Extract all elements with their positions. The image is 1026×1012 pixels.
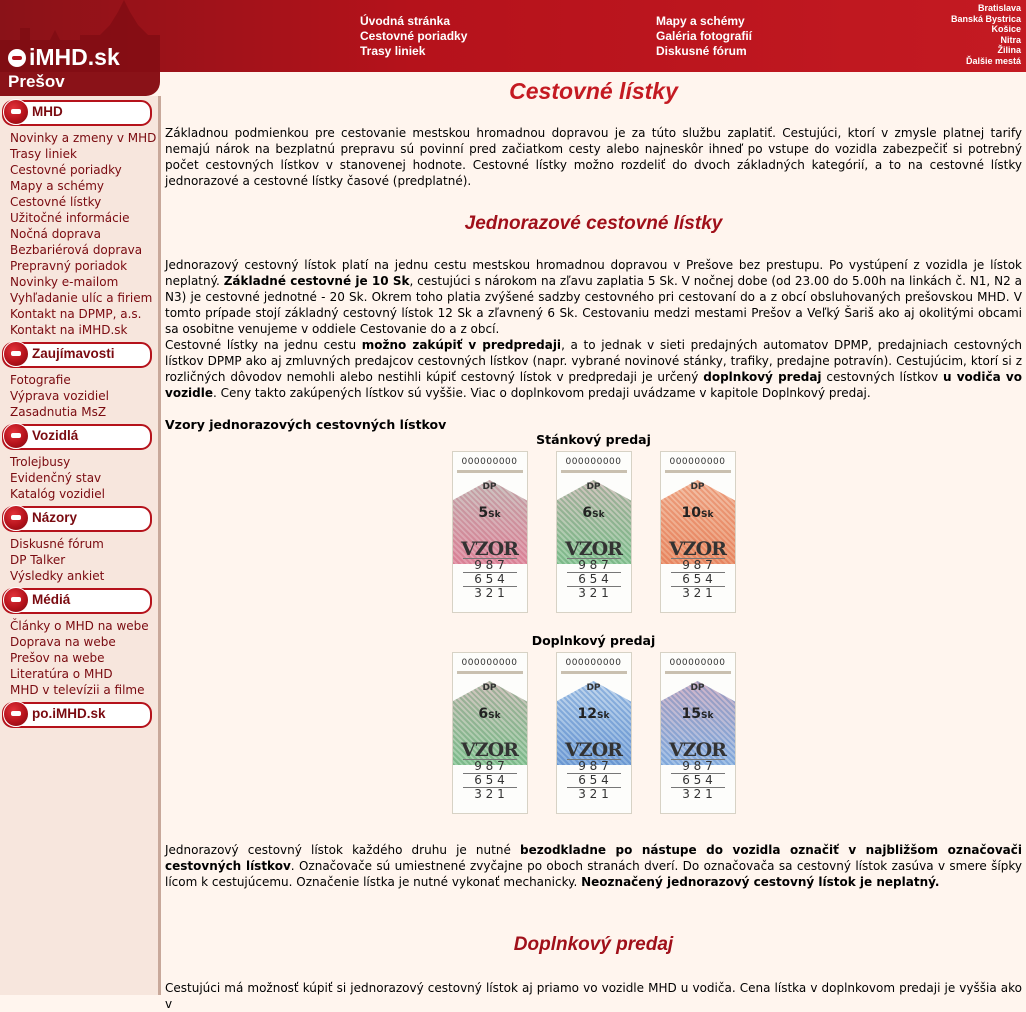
ticket-price-unit: Sk [701, 711, 714, 721]
sidebar-item[interactable]: Novinky a zmeny v MHD [10, 131, 157, 145]
sidebar-section-list [0, 618, 158, 698]
sidebar-section-list [0, 130, 158, 338]
ticket-sample-image [452, 451, 528, 613]
text-bold: možno zakúpiť v predpredaji [361, 338, 562, 352]
top-nav-left [360, 14, 467, 59]
ticket-sample-image [660, 652, 736, 814]
ticket-dp-label: DP [690, 683, 705, 693]
ticket-stripe [561, 470, 627, 473]
nav-timetables-link[interactable]: Cestovné poriadky [360, 29, 468, 43]
city-links [951, 3, 1021, 67]
text: . Ceny takto zakúpených lístkov sú vyššie. Viac o doplnkovom predaji uvádzame v kapitole Doplnkový predaj. [213, 386, 871, 400]
punch-row: 9 8 7 [463, 558, 517, 572]
text-bold: Neoznačený jednorazový cestovný lístok je neplatný. [581, 875, 940, 889]
main-content [165, 72, 1023, 1011]
sidebar-section-header[interactable] [2, 702, 152, 728]
ticket-dp-label: DP [690, 482, 705, 492]
logo-label: iMHD.sk [29, 44, 120, 70]
ticket-price-unit: Sk [488, 711, 501, 721]
sidebar-section-header[interactable] [2, 100, 152, 126]
sidebar-item[interactable]: Cestovné lístky [10, 195, 102, 209]
ticket-price-value: 6 [478, 706, 489, 722]
ticket-punch-grid [567, 558, 621, 600]
section-bullet-icon [3, 505, 29, 531]
ticket-price [557, 707, 631, 723]
sidebar-item[interactable]: Výsledky ankiet [10, 569, 105, 583]
punch-row: 3 2 1 [567, 787, 621, 801]
top-nav-right [656, 14, 752, 59]
extra-tickets-row [165, 652, 1022, 814]
text: Jednorazový cestovný lístok platí na jednu cestu mestskou hromadnou dopravou v Prešove bez prestupu. Po vystúpení z vozidla je lístok neplatný. [165, 258, 1022, 288]
sidebar-item[interactable]: Prešov na webe [10, 651, 105, 665]
sidebar-section-title: Názory [32, 510, 78, 525]
ticket-price [453, 506, 527, 522]
text: Cestovné lístky na jednu cestu [165, 338, 362, 352]
ticket-dp-label: DP [586, 482, 601, 492]
punch-row: 9 8 7 [567, 759, 621, 773]
single-tickets-heading: Jednorazové cestovné lístky [464, 213, 723, 234]
sidebar-item[interactable]: Literatúra o MHD [10, 667, 113, 681]
section-bullet-icon [3, 701, 29, 727]
logo-icon [8, 49, 26, 67]
nav-forum-link[interactable]: Diskusné fórum [656, 44, 747, 58]
section-bullet-icon [3, 99, 29, 125]
ticket-dp-label: DP [482, 683, 497, 693]
stand-tickets-row [165, 451, 1022, 613]
city-link[interactable]: Ďalšie mestá [965, 55, 1021, 66]
ticket-price-value: 5 [478, 505, 489, 521]
sidebar-section-title: Médiá [32, 592, 71, 607]
site-header [0, 0, 1026, 72]
examples-title: Vzory jednorazových cestovných lístkov [165, 417, 447, 432]
text-bold: doplnkový predaj [703, 370, 822, 384]
sidebar-item[interactable]: Výprava vozidiel [10, 389, 109, 403]
punch-row: 6 5 4 [567, 572, 621, 586]
ticket-vzor-stamp: VZOR [461, 538, 518, 560]
section-bullet-icon [3, 341, 29, 367]
punch-row: 9 8 7 [463, 759, 517, 773]
sidebar [0, 96, 161, 995]
text: cestovných lístkov [821, 370, 943, 384]
sidebar-section-header[interactable] [2, 342, 152, 368]
sidebar-item[interactable]: Fotografie [10, 373, 71, 387]
punch-row: 9 8 7 [567, 558, 621, 572]
sidebar-item[interactable]: Mapy a schémy [10, 179, 105, 193]
punch-row: 9 8 7 [671, 558, 725, 572]
ticket-price-value: 10 [681, 505, 701, 521]
text-bold: Základné cestovné je 10 Sk [223, 274, 410, 288]
extra-sale-paragraph: Cestujúci má možnosť kúpiť si jednorazový cestovný lístok aj priamo vo vozidle MHD u vodiča. Cena lístka v doplnkovom predaji je vyššia ako v [165, 981, 1022, 1011]
ticket-price-value: 6 [582, 505, 593, 521]
city-link[interactable]: Bratislava [977, 3, 1021, 13]
ticket-stripe [665, 470, 731, 473]
single-tickets-paragraph [165, 257, 1022, 337]
sidebar-item[interactable]: MHD v televízii a filme [10, 683, 145, 697]
nav-routes-link[interactable]: Trasy liniek [360, 44, 426, 58]
ticket-price-unit: Sk [592, 510, 605, 520]
sidebar-item[interactable]: Trolejbusy [10, 455, 71, 469]
stand-sale-caption: Stánkový predaj [536, 432, 651, 447]
sidebar-item[interactable]: Nočná doprava [10, 227, 102, 241]
city-link[interactable]: Košice [991, 24, 1021, 35]
sidebar-section-list [0, 536, 158, 584]
punch-row: 9 8 7 [671, 759, 725, 773]
ticket-stripe [561, 671, 627, 674]
presale-paragraph [165, 337, 1022, 401]
nav-gallery-link[interactable]: Galéria fotografií [656, 29, 753, 43]
sidebar-item[interactable]: Evidenčný stav [10, 471, 102, 485]
ticket-punch-grid [463, 558, 517, 600]
sidebar-item[interactable]: Diskusné fórum [10, 537, 104, 551]
city-link[interactable]: Nitra [1000, 34, 1021, 45]
ticket-serial: 000000000 [565, 457, 622, 467]
ticket-stripe [457, 671, 523, 674]
sidebar-section-title: po.iMHD.sk [32, 706, 106, 721]
ticket-punch-grid [671, 759, 725, 801]
nav-home-link[interactable]: Úvodná stránka [360, 14, 451, 28]
text-bold: u vodiča vo vozidle [165, 370, 1022, 400]
sidebar-item[interactable]: Doprava na webe [10, 635, 116, 649]
ticket-price-unit: Sk [597, 711, 610, 721]
punch-row: 3 2 1 [463, 586, 517, 600]
sidebar-item[interactable]: Cestovné poriadky [10, 163, 122, 177]
ticket-price [661, 506, 735, 522]
ticket-dp-label: DP [482, 482, 497, 492]
sidebar-item[interactable]: Prepravný poriadok [10, 259, 128, 273]
sidebar-item[interactable]: Články o MHD na webe [10, 619, 149, 633]
ticket-serial: 000000000 [669, 658, 726, 668]
sidebar-section-list [0, 454, 158, 502]
punch-row: 6 5 4 [567, 773, 621, 787]
ticket-serial: 000000000 [565, 658, 622, 668]
sidebar-item[interactable]: Užitočné informácie [10, 211, 130, 225]
punch-row: 3 2 1 [567, 586, 621, 600]
text: . Označovače sú umiestnené zvyčajne po oboch stranách dverí. Do označovača sa cestovný lístok zasúva v smere šípky lícom k cestujúcemu. Označenie lístka je nutné vykonať mechanicky. [165, 859, 1022, 889]
ticket-punch-grid [463, 759, 517, 801]
ticket-price-unit: Sk [488, 510, 501, 520]
ticket-vzor-stamp: VZOR [669, 739, 726, 761]
site-logo[interactable] [8, 44, 120, 71]
sidebar-section-header[interactable] [2, 506, 152, 532]
text: , a to jednak v sieti predajných automatov DPMP, predajniach cestovných lístkov DPMP ako aj zmluvných predajcov cestovných lístkov (napr. vybrané novinové stánky, trafiky, predajne potravín). Cestujúcim, ktorí si z rozličných dôvodov nemohli alebo nestihli kúpiť cestovný lístok v predpredaji je určený [165, 338, 1023, 384]
sidebar-item[interactable]: Kontakt na DPMP, a.s. [10, 307, 142, 321]
intro-paragraph: Základnou podmienkou pre cestovanie mestskou hromadnou dopravou je za túto službu zaplatiť. Cestujúci, ktorí v zmysle platnej tarify nemajú nárok na bezplatnú prepravu sú povinní pred začiatkom cesty alebo najneskôr ihneď po vstupe do vozidla zabezpečiť si potrebný počet cestovných lístkov v stanovenej hodnote. Cestovné lístky možno rozdeliť do dvoch základných kategórií, a to na cestovné lístky jednorazové a cestovné lístky časové (predplatné). [165, 126, 1022, 188]
punch-row: 6 5 4 [671, 773, 725, 787]
ticket-stripe [665, 671, 731, 674]
city-link[interactable]: Žilina [997, 45, 1021, 56]
text: , cestujúci s nárokom na zľavu zaplatia 5 Sk. V nočnej dobe (od 23.00 do 5.00h na linkách č. N1, N2 a N3) je cestovné jednotné - 20 Sk. Okrem toho platia zvýšené sadzby cestovného pri cestovaní do a z obcí obsluhovaných prešovskou MHD. V tomto prípade stojí základný cestovný lístok 12 Sk a zľavnený 6 Sk. Cestovaniu medzi mestami Prešov a Veľký Šariš ako aj okolitými obcami sa osobitne venujeme v oddiele Cestovanie do a z obcí. [165, 274, 1022, 336]
ticket-serial: 000000000 [461, 457, 518, 467]
sidebar-section-header[interactable] [2, 588, 152, 614]
sidebar-item[interactable]: DP Talker [10, 553, 66, 567]
ticket-price-value: 15 [681, 706, 701, 722]
ticket-price [557, 506, 631, 522]
validation-paragraph [165, 842, 1022, 890]
sidebar-item[interactable]: Bezbariérová doprava [10, 243, 143, 257]
ticket-sample-image [556, 652, 632, 814]
ticket-sample-image [452, 652, 528, 814]
ticket-vzor-stamp: VZOR [461, 739, 518, 761]
ticket-punch-grid [567, 759, 621, 801]
sidebar-section-header[interactable] [2, 424, 152, 450]
sidebar-section-title: Vozidlá [32, 428, 79, 443]
ticket-vzor-stamp: VZOR [565, 538, 622, 560]
sidebar-item[interactable]: Zasadnutia MsZ [10, 405, 107, 419]
ticket-serial: 000000000 [669, 457, 726, 467]
ticket-stripe [457, 470, 523, 473]
punch-row: 6 5 4 [463, 572, 517, 586]
ticket-price-unit: Sk [701, 510, 714, 520]
ticket-price-value: 12 [577, 706, 597, 722]
sidebar-section-list [0, 372, 158, 420]
sidebar-item[interactable]: Vyhľadanie ulíc a firiem [10, 291, 153, 305]
extra-sale-heading: Doplnkový predaj [513, 934, 674, 955]
text: Jednorazový cestovný lístok každého druhu je nutné [165, 843, 520, 857]
city-link[interactable]: Banská Bystrica [950, 13, 1021, 24]
sidebar-section-title: Zaujímavosti [32, 346, 115, 361]
punch-row: 3 2 1 [671, 586, 725, 600]
punch-row: 3 2 1 [671, 787, 725, 801]
page-title: Cestovné lístky [509, 78, 678, 104]
section-bullet-icon [3, 587, 29, 613]
sidebar-item[interactable]: Trasy liniek [10, 147, 77, 161]
city-name: Prešov [8, 72, 65, 91]
ticket-serial: 000000000 [461, 658, 518, 668]
sidebar-item[interactable]: Kontakt na iMHD.sk [10, 323, 128, 337]
ticket-vzor-stamp: VZOR [565, 739, 622, 761]
ticket-sample-image [556, 451, 632, 613]
ticket-punch-grid [671, 558, 725, 600]
punch-row: 6 5 4 [463, 773, 517, 787]
ticket-price [661, 707, 735, 723]
ticket-vzor-stamp: VZOR [669, 538, 726, 560]
ticket-dp-label: DP [586, 683, 601, 693]
sidebar-item[interactable]: Novinky e-mailom [10, 275, 119, 289]
sidebar-item[interactable]: Katalóg vozidiel [10, 487, 105, 501]
sidebar-section-title: MHD [32, 104, 63, 119]
ticket-sample-image [660, 451, 736, 613]
extra-sale-caption: Doplnkový predaj [531, 633, 656, 648]
text-bold: bezodkladne po nástupe do vozidla označiť v najbližšom označovači cestovných lístkov [165, 843, 1023, 873]
nav-maps-link[interactable]: Mapy a schémy [656, 14, 745, 28]
section-bullet-icon [3, 423, 29, 449]
ticket-price [453, 707, 527, 723]
punch-row: 6 5 4 [671, 572, 725, 586]
punch-row: 3 2 1 [463, 787, 517, 801]
